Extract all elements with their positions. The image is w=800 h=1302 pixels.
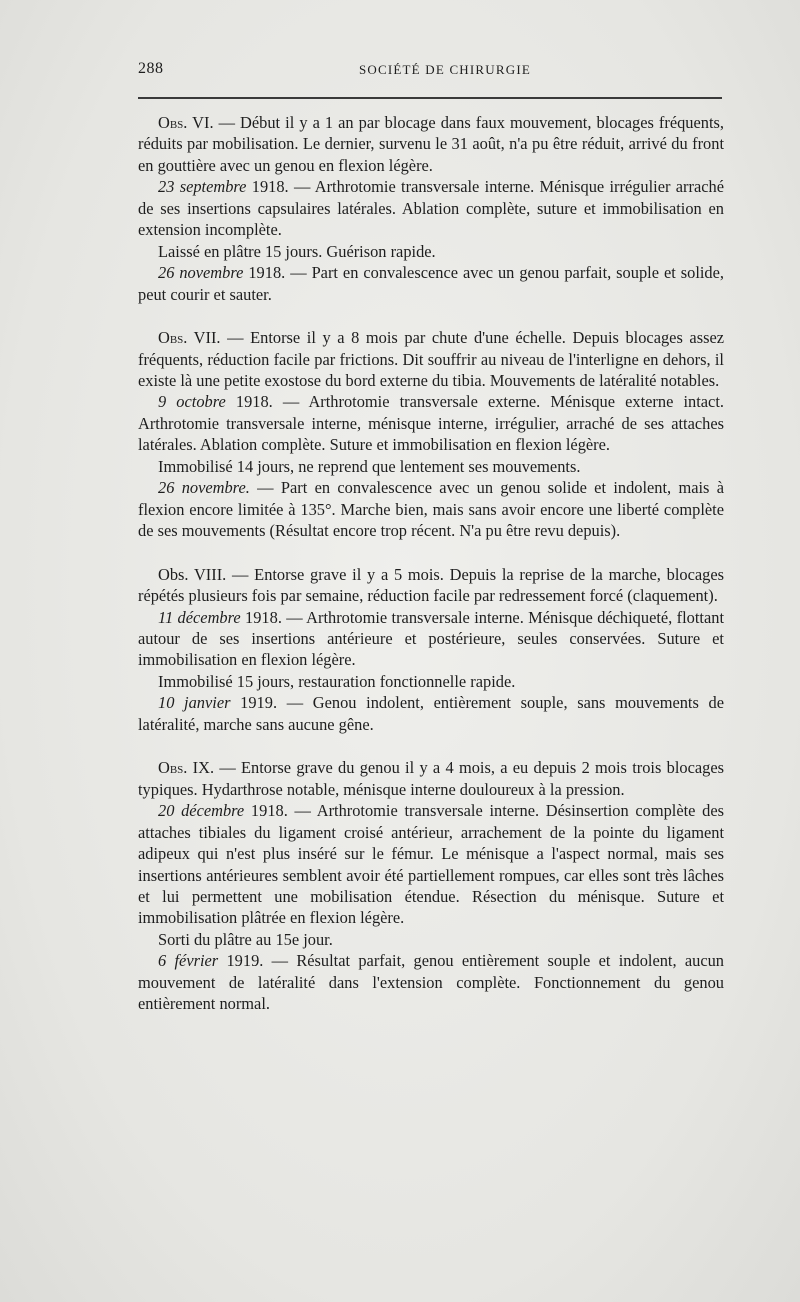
paragraph-text: 1918. — Arthrotomie transversale interne. Ménisque déchiqueté, flottant autour de ses insertions antérieure et postérieure, seules conservées. Suture et immobilisation en flexion légère. — [138, 607, 724, 670]
obs-ix-operation — [138, 800, 724, 929]
date: 20 décembre — [158, 801, 245, 821]
date: 26 novembre. — [158, 478, 250, 498]
date: 26 novembre — [158, 263, 244, 283]
date: 9 octobre — [158, 392, 226, 412]
date: 6 février — [158, 951, 219, 971]
obs-viii-operation — [138, 607, 724, 671]
paragraph-text: 1918. — Arthrotomie transversale externe. Ménisque externe intact. Arthrotomie transversale interne, ménisque interne, irrégulier, arraché de ses attaches latérales. Ablation complète. Suture et immobilisation en flexion légère. — [138, 392, 724, 455]
obs-vi-followup: Laissé en plâtre 15 jours. Guérison rapide. — [158, 241, 436, 261]
obs-vi-result — [138, 262, 724, 305]
obs-viii-followup: Immobilisé 15 jours, restauration fonctionnelle rapide. — [158, 671, 516, 691]
page-number: 288 — [138, 60, 164, 77]
obs-label: Obs. IX. — [158, 758, 215, 778]
page-header — [138, 58, 722, 84]
paragraph-text: — Entorse il y a 8 mois par chute d'une échelle. Depuis blocages assez fréquents, réduction facile par frictions. Dit souffrir au niveau de l'interligne en dehors, il existe là une petite exostose du bord externe du tibia. Mouvements de latéralité notables. — [138, 328, 725, 390]
obs-ix-followup: Sorti du plâtre au 15e jour. — [158, 929, 333, 949]
paragraph-text: 1918. — Arthrotomie transversale interne. Ménisque irrégulier arraché de ses insertions capsulaires latérales. Ablation complète, suture et immobilisation en extension incomplète. — [138, 177, 724, 240]
obs-label: Obs. VII. — [158, 328, 221, 348]
paragraph-text: 1919. — Genou indolent, entièrement souple, sans mouvements de latéralité, marche sans aucune gêne. — [138, 693, 725, 734]
paragraph-text: — Début il y a 1 an par blocage dans faux mouvement, blocages fréquents, réduits par mobilisation. Le dernier, survenu le 31 août, n'a pu être réduit, arrivé du front en gouttière avec un genou en flexion légère. — [138, 113, 724, 175]
obs-label: Obs. VIII. — [158, 564, 227, 584]
paragraph-text: — Part en convalescence avec un genou solide et indolent, mais à flexion encore limitée à 135°. Marche bien, mais sans avoir encore une liberté complète de ses mouvements (Résultat encore trop récent. N'a pu être revu depuis). — [138, 478, 724, 541]
obs-viii-intro — [138, 564, 724, 607]
running-head: SOCIÉTÉ DE CHIRURGIE — [358, 62, 532, 77]
body-text — [138, 112, 724, 1015]
obs-vii-result — [138, 477, 724, 541]
obs-vii-operation — [138, 391, 724, 455]
obs-ix-result — [138, 950, 724, 1014]
obs-ix-intro — [138, 757, 724, 800]
obs-vi-operation — [138, 176, 724, 240]
date: 10 janvier — [158, 693, 231, 713]
date: 11 décembre — [158, 607, 241, 627]
paragraph-text: 1919. — Résultat parfait, genou entièrement souple et indolent, aucun mouvement de latéralité dans l'extension complète. Fonctionnement du genou entièrement normal. — [138, 951, 724, 1014]
obs-vii-intro — [138, 327, 724, 391]
obs-vii-followup: Immobilisé 14 jours, ne reprend que lentement ses mouvements. — [158, 456, 581, 476]
paragraph-text: — Entorse grave il y a 5 mois. Depuis la reprise de la marche, blocages répétés plusieurs fois par semaine, réduction facile par redressement forcé (claquement). — [138, 564, 724, 606]
paragraph-text: 1918. — Arthrotomie transversale interne. Désinsertion complète des attaches tibiales du ligament croisé antérieur, arrachement de la pointe du ligament adipeux qui n'est plus inséré sur le fémur. Le ménisque a l'aspect normal, mais ses insertions antérieures semblent avoir été partiellement rompues, car elles sont très lâches et lui permettent une mobilisation étendue. Résection du ménisque. Suture et immobilisation plâtrée en flexion légère. — [138, 801, 724, 928]
date: 23 septembre — [158, 177, 247, 197]
obs-vi-intro — [138, 112, 724, 176]
header-rule — [138, 97, 722, 99]
obs-viii-result — [138, 692, 724, 735]
paragraph-text: — Entorse grave du genou il y a 4 mois, a eu depuis 2 mois trois blocages typiques. Hydarthrose notable, ménisque interne douloureux à la pression. — [138, 758, 724, 799]
obs-label: Obs. VI. — [158, 113, 214, 132]
paragraph-text: 1918. — Part en convalescence avec un genou parfait, souple et solide, peut courir et sauter. — [138, 263, 724, 304]
